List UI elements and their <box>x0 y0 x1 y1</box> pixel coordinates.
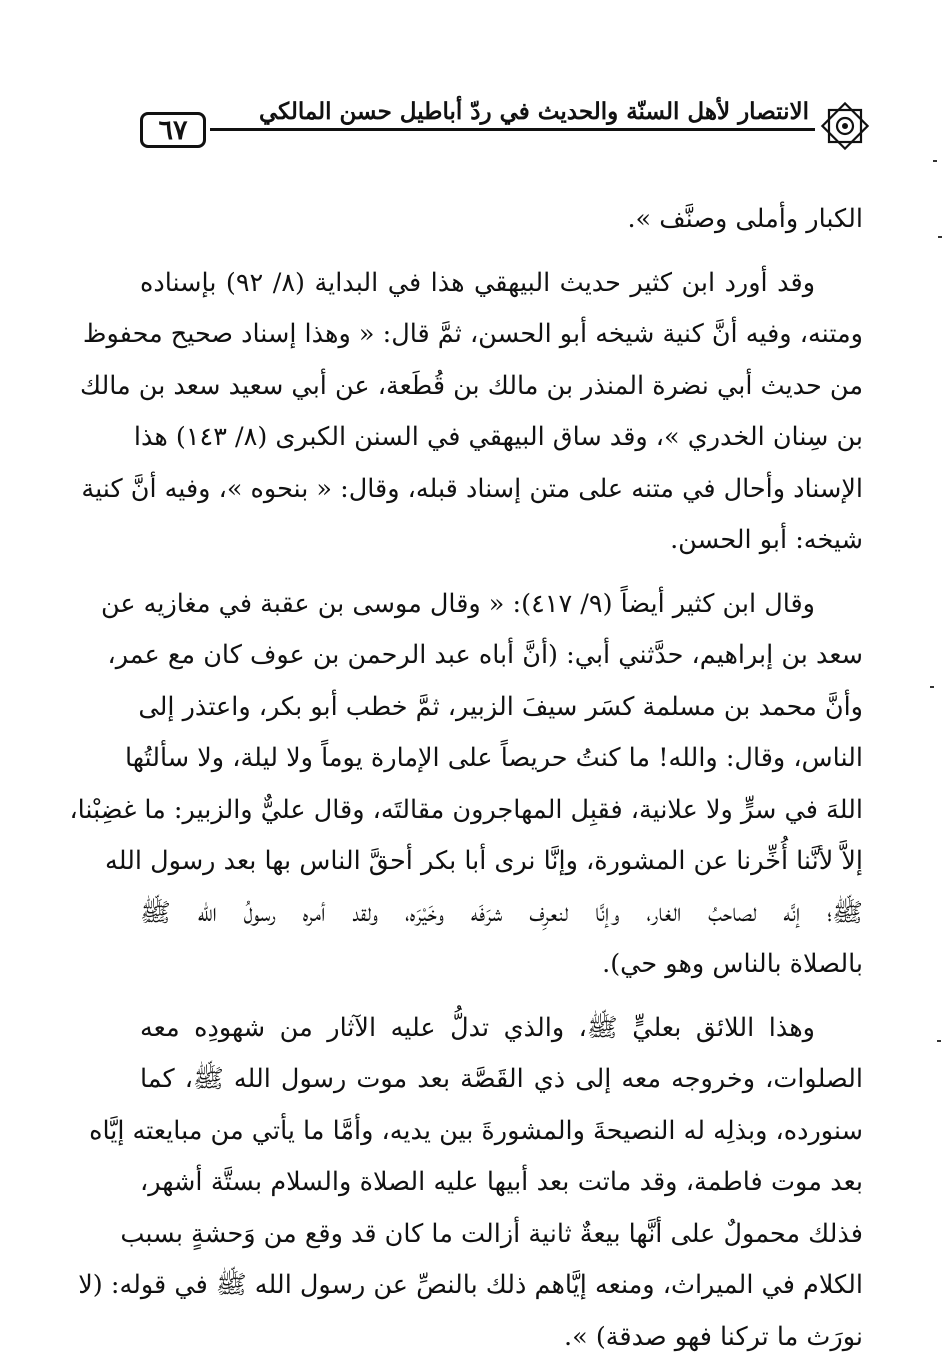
body-text <box>69 194 863 1367</box>
scan-mark <box>933 160 937 162</box>
paragraph <box>80 258 863 567</box>
text-line: الكبار وأملى وصنَّف ». <box>627 204 863 234</box>
text-line: ﷺ؛ إنَّه لصاحبُ الغار، وإنَّا لنعرِف شرَفَه وخَيْرَه، ولقد أمره رسولُ الله ﷺ <box>140 897 863 928</box>
text-line: وأنَّ محمد بن مسلمة كسَر سيفَ الزبير، ثمَّ خطب أبو بكر، واعتذر إلى <box>138 691 863 722</box>
text-line: الناس، وقال: والله! ما كنتُ حريصاً على الإمارة يوماً ولا ليلة، ولا سألتُها <box>125 743 863 773</box>
header-rule <box>210 128 815 131</box>
text-line: بعد موت فاطمة، وقد ماتت بعد أبيها عليه الصلاة والسلام بستَّة أشهر، <box>140 1167 863 1197</box>
text-line: ومتنه، وفيه أنَّ كنية شيخه أبو الحسن، ثمَّ قال: « وهذا إسناد صحيح محفوظ <box>82 319 863 349</box>
paragraph <box>69 579 863 991</box>
scan-mark <box>930 686 934 688</box>
text-line: إلاَّ لأنَّنا أُخِّرنا عن المشورة، وإنَّا نرى أبا بكر أحقَّ الناس بها بعد رسول الله <box>105 846 863 876</box>
text-line: وقد أورد ابن كثير حديث البيهقي هذا في البداية (٨/ ٩٢) بإسناده <box>140 267 816 298</box>
text-line: وهذا اللائق بعليٍّ ﷺ، والذي تدلُّ عليه الآثار من شهودِه معه <box>140 1012 815 1043</box>
text-line: الإسناد وأحال في متنه على متن إسناد قبله، وقال: « بنحوه »، وفيه أنَّ كنية <box>81 473 863 504</box>
paragraph <box>78 1003 863 1364</box>
text-line: نورَث ما تركنا فهو صدقة) ». <box>564 1321 863 1352</box>
text-line: بالصلاة بالناس وهو حي). <box>602 949 863 979</box>
star-ornament-icon <box>817 98 873 154</box>
paragraph <box>140 194 863 246</box>
text-line: شيخه: أبو الحسن. <box>670 525 863 555</box>
text-line: وقال ابن كثير أيضاً (٩/ ٤١٧): « وقال موسى بن عقبة في مغازيه عن <box>100 588 815 619</box>
text-line: الكلام في الميراث، ومنعه إيَّاهم ذلك بالنصِّ عن رسول الله ﷺ في قوله: (لا <box>78 1270 863 1300</box>
scan-mark <box>938 236 942 238</box>
text-line: بن سِنان الخدري »، وقد ساق البيهقي في السنن الكبرى (٨/ ١٤٣) هذا <box>133 422 863 452</box>
text-line: من حديث أبي نضرة المنذر بن مالك بن قُطَعة، عن أبي سعيد سعد بن مالك <box>80 370 863 401</box>
text-line: سعد بن إبراهيم، حدَّثني أبي: (أنَّ أباه عبد الرحمن بن عوف كان مع عمر، <box>107 640 863 670</box>
running-title: الانتصار لأهل السنّة والحديث في ردّ أباطيل حسن المالكي <box>253 98 809 125</box>
text-line: اللهَ في سرٍّ ولا علانية، فقبِل المهاجرون مقالتَه، وقال عليٌّ والزبير: ما غضِبْنا، <box>69 794 863 825</box>
text-line: سنورده، وبذلِه له النصيحةَ والمشورةَ بين يديه، وأمَّا ما يأتي من مبايعته إيَّاه <box>89 1115 863 1146</box>
text-line: الصلوات، وخروجه معه إلى ذي القَصَّة بعد موت رسول الله ﷺ، كما <box>140 1064 863 1094</box>
page-number: ٦٧ <box>140 112 206 148</box>
scan-mark <box>937 1040 941 1042</box>
page-header <box>130 92 875 172</box>
text-line: فذلك محمولٌ على أنَّها بيعةٌ ثانية أزالت ما كان قد وقع من وَحشةٍ بسبب <box>120 1218 863 1249</box>
